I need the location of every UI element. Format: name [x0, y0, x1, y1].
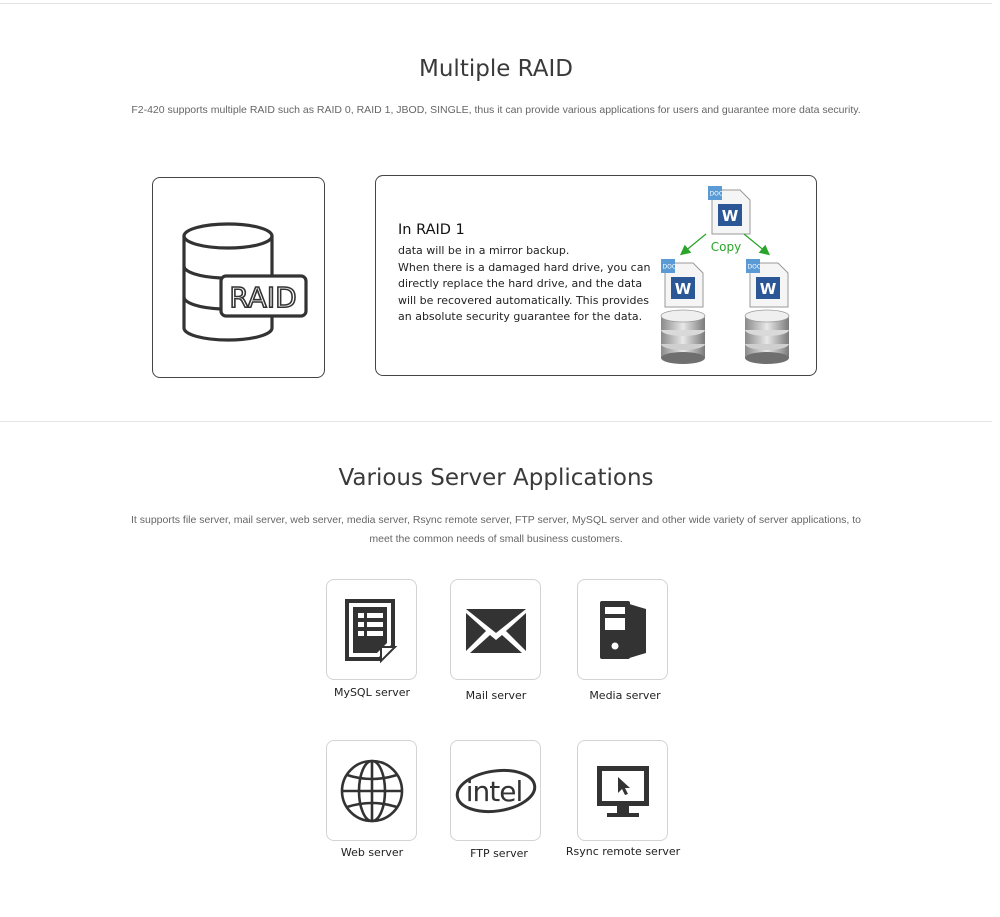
word-document-icon: [746, 259, 788, 307]
web-server-tile[interactable]: [326, 740, 417, 841]
globe-icon: [339, 758, 405, 824]
envelope-icon: [464, 605, 528, 655]
raid-icon-card: [152, 177, 325, 378]
media-server-tile[interactable]: [577, 579, 668, 680]
web-server-label: Web server: [340, 846, 404, 859]
intel-logo-icon: [454, 763, 538, 819]
top-divider: [0, 3, 992, 4]
doc-tag-label: DOC: [747, 263, 762, 271]
raid-section-description: F2-420 supports multiple RAID such as RAID 0, RAID 1, JBOD, SINGLE, thus it can provide various applications for users and guarantee more data security.: [131, 104, 861, 116]
ftp-server-label: FTP server: [470, 847, 528, 860]
word-letter: W: [674, 280, 692, 298]
raid1-mirror-diagram: [376, 176, 818, 377]
raid-database-icon: [153, 178, 326, 379]
word-letter: W: [721, 207, 739, 225]
computer-tower-icon: [596, 599, 650, 661]
document-list-icon: [341, 597, 403, 663]
mysql-server-label: MySQL server: [333, 686, 411, 699]
raid1-card-line: When there is a damaged hard drive, you can directly replace the hard drive, and the data will be recovered automatically. This provides an absolute security guarantee for the data.: [398, 260, 651, 323]
servers-section-description: It supports file server, mail server, web server, media server, Rsync remote server, FTP server, MySQL server and other wide variety of server applications, to meet the common needs of small business customers.: [130, 514, 862, 545]
media-server-label: Media server: [589, 689, 661, 702]
intel-logo-text: intel: [465, 774, 522, 808]
word-document-icon: [708, 186, 750, 234]
copy-arrow-right: [744, 234, 766, 252]
copy-arrow-left: [684, 234, 706, 252]
servers-section-title: Various Server Applications: [338, 465, 654, 491]
doc-tag-label: DOC: [709, 190, 724, 198]
word-document-icon: [661, 259, 703, 307]
mail-server-label: Mail server: [465, 689, 527, 702]
raid1-card-title: In RAID 1: [398, 222, 465, 238]
mail-server-tile[interactable]: [450, 579, 541, 680]
word-letter: W: [759, 280, 777, 298]
ftp-server-tile[interactable]: [450, 740, 541, 841]
hard-disk-icon: [745, 310, 789, 364]
raid-section-title: Multiple RAID: [419, 56, 573, 82]
raid-icon-label: RAID: [229, 281, 297, 314]
hard-disk-icon: [661, 310, 705, 364]
mysql-server-tile[interactable]: [326, 579, 417, 680]
remote-monitor-icon: [593, 762, 653, 820]
rsync-remote-server-label: Rsync remote server: [565, 845, 681, 858]
raid1-card-line: data will be in a mirror backup.: [398, 244, 570, 257]
rsync-remote-server-tile[interactable]: [577, 740, 668, 841]
raid1-explanation-card: [375, 175, 817, 376]
copy-label: Copy: [710, 240, 742, 254]
doc-tag-label: DOC: [662, 263, 677, 271]
section-divider: [0, 421, 992, 422]
